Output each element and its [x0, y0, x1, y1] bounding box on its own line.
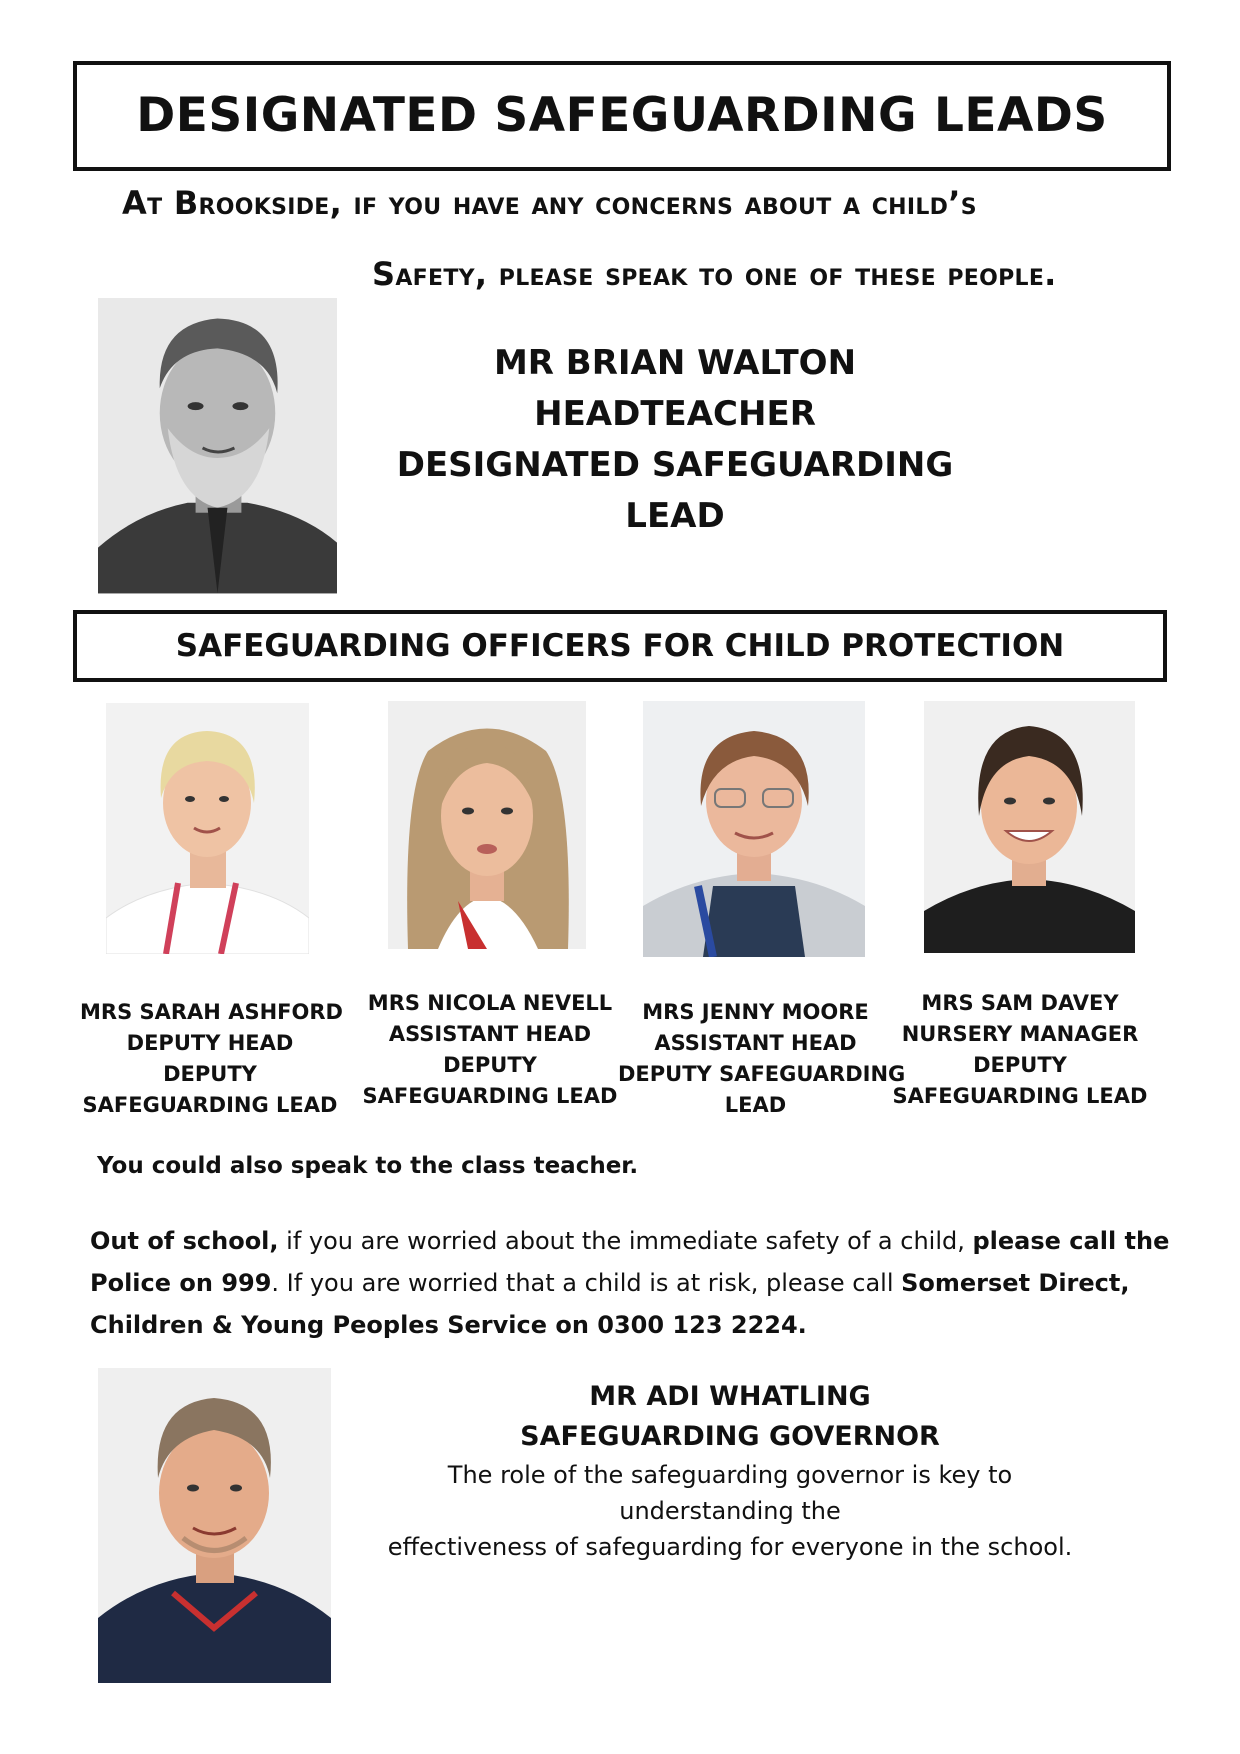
- portrait-icon: [643, 701, 865, 957]
- officer-role: DEPUTY HEAD: [126, 1031, 294, 1055]
- headteacher-info: [395, 338, 955, 542]
- officer-name: MRS SAM DAVEY: [921, 991, 1119, 1015]
- portrait-icon: [98, 298, 337, 594]
- officer-photo-4: [924, 701, 1135, 953]
- title-box: [73, 61, 1171, 171]
- officer-role: SAFEGUARDING LEAD: [892, 1084, 1148, 1108]
- governor-desc-line: effectiveness of safeguarding for everyone in the school.: [387, 1533, 1073, 1561]
- officer-caption-4: [890, 988, 1150, 1112]
- governor-name: MR ADI WHATLING: [589, 1381, 871, 1412]
- headteacher-photo: [98, 298, 337, 594]
- officer-role: DEPUTY: [443, 1053, 537, 1077]
- service-phone: Children & Young Peoples Service on 0300 123 2224.: [90, 1311, 807, 1339]
- section-title: SAFEGUARDING OFFICERS FOR CHILD PROTECTION: [175, 628, 1065, 664]
- officer-role: SAFEGUARDING LEAD: [82, 1093, 338, 1117]
- officer-name: MRS NICOLA NEVELL: [367, 991, 613, 1015]
- portrait-icon: [388, 701, 586, 949]
- officer-photo-3: [643, 701, 865, 957]
- class-teacher-note: You could also speak to the class teacher.: [97, 1153, 639, 1179]
- officer-photo-1: [106, 703, 309, 954]
- governor-desc-line: The role of the safeguarding governor is key to: [447, 1461, 1013, 1489]
- call-police-text: please call the: [972, 1227, 1170, 1255]
- portrait-icon: [106, 703, 309, 954]
- out-of-school-lead: Out of school,: [90, 1227, 279, 1255]
- paragraph-line-3: [90, 1304, 1150, 1346]
- governor-role: SAFEGUARDING GOVERNOR: [520, 1421, 940, 1452]
- officer-caption-1: [80, 997, 343, 1121]
- intro-line-1: At Brookside, if you have any concerns about a child’s: [122, 184, 977, 222]
- officer-photo-2: [388, 701, 586, 949]
- officer-name: MRS JENNY MOORE: [642, 1000, 869, 1024]
- portrait-icon: [924, 701, 1135, 953]
- officer-role: SAFEGUARDING LEAD: [362, 1084, 618, 1108]
- headteacher-title-1: DESIGNATED SAFEGUARDING: [396, 445, 954, 485]
- governor-photo: [98, 1368, 331, 1683]
- officer-role: ASSISTANT HEAD: [388, 1022, 592, 1046]
- paragraph-text: if you are worried about the immediate safety of a child,: [278, 1227, 973, 1255]
- page-title: DESIGNATED SAFEGUARDING LEADS: [136, 88, 1108, 143]
- governor-desc-line: understanding the: [619, 1497, 841, 1525]
- headteacher-title-2: LEAD: [625, 496, 725, 536]
- headteacher-name: MR BRIAN WALTON: [493, 343, 857, 383]
- officer-caption-2: [355, 988, 625, 1112]
- officer-role: DEPUTY: [973, 1053, 1067, 1077]
- police-number: Police on 999: [90, 1269, 272, 1297]
- paragraph-text: . If you are worried that a child is at risk, please call: [271, 1269, 902, 1297]
- officer-name: MRS SARAH ASHFORD: [80, 1000, 343, 1024]
- portrait-icon: [98, 1368, 331, 1683]
- governor-info: [385, 1377, 1075, 1565]
- paragraph-line-2: [90, 1262, 1150, 1304]
- officer-role: LEAD: [724, 1093, 787, 1117]
- intro-line-2: Safety, please speak to one of these people.: [372, 255, 1057, 293]
- officer-role: DEPUTY: [163, 1062, 257, 1086]
- officer-role: ASSISTANT HEAD: [654, 1031, 857, 1055]
- somerset-direct: Somerset Direct,: [901, 1269, 1130, 1297]
- paragraph-line-1: [90, 1220, 1170, 1262]
- officer-role: NURSERY MANAGER: [901, 1022, 1139, 1046]
- out-of-school-paragraph: [90, 1220, 1170, 1346]
- headteacher-role: HEADTEACHER: [534, 394, 816, 434]
- section-header-box: [73, 610, 1167, 682]
- officer-caption-3: [618, 997, 906, 1121]
- officer-role: DEPUTY SAFEGUARDING: [618, 1062, 906, 1086]
